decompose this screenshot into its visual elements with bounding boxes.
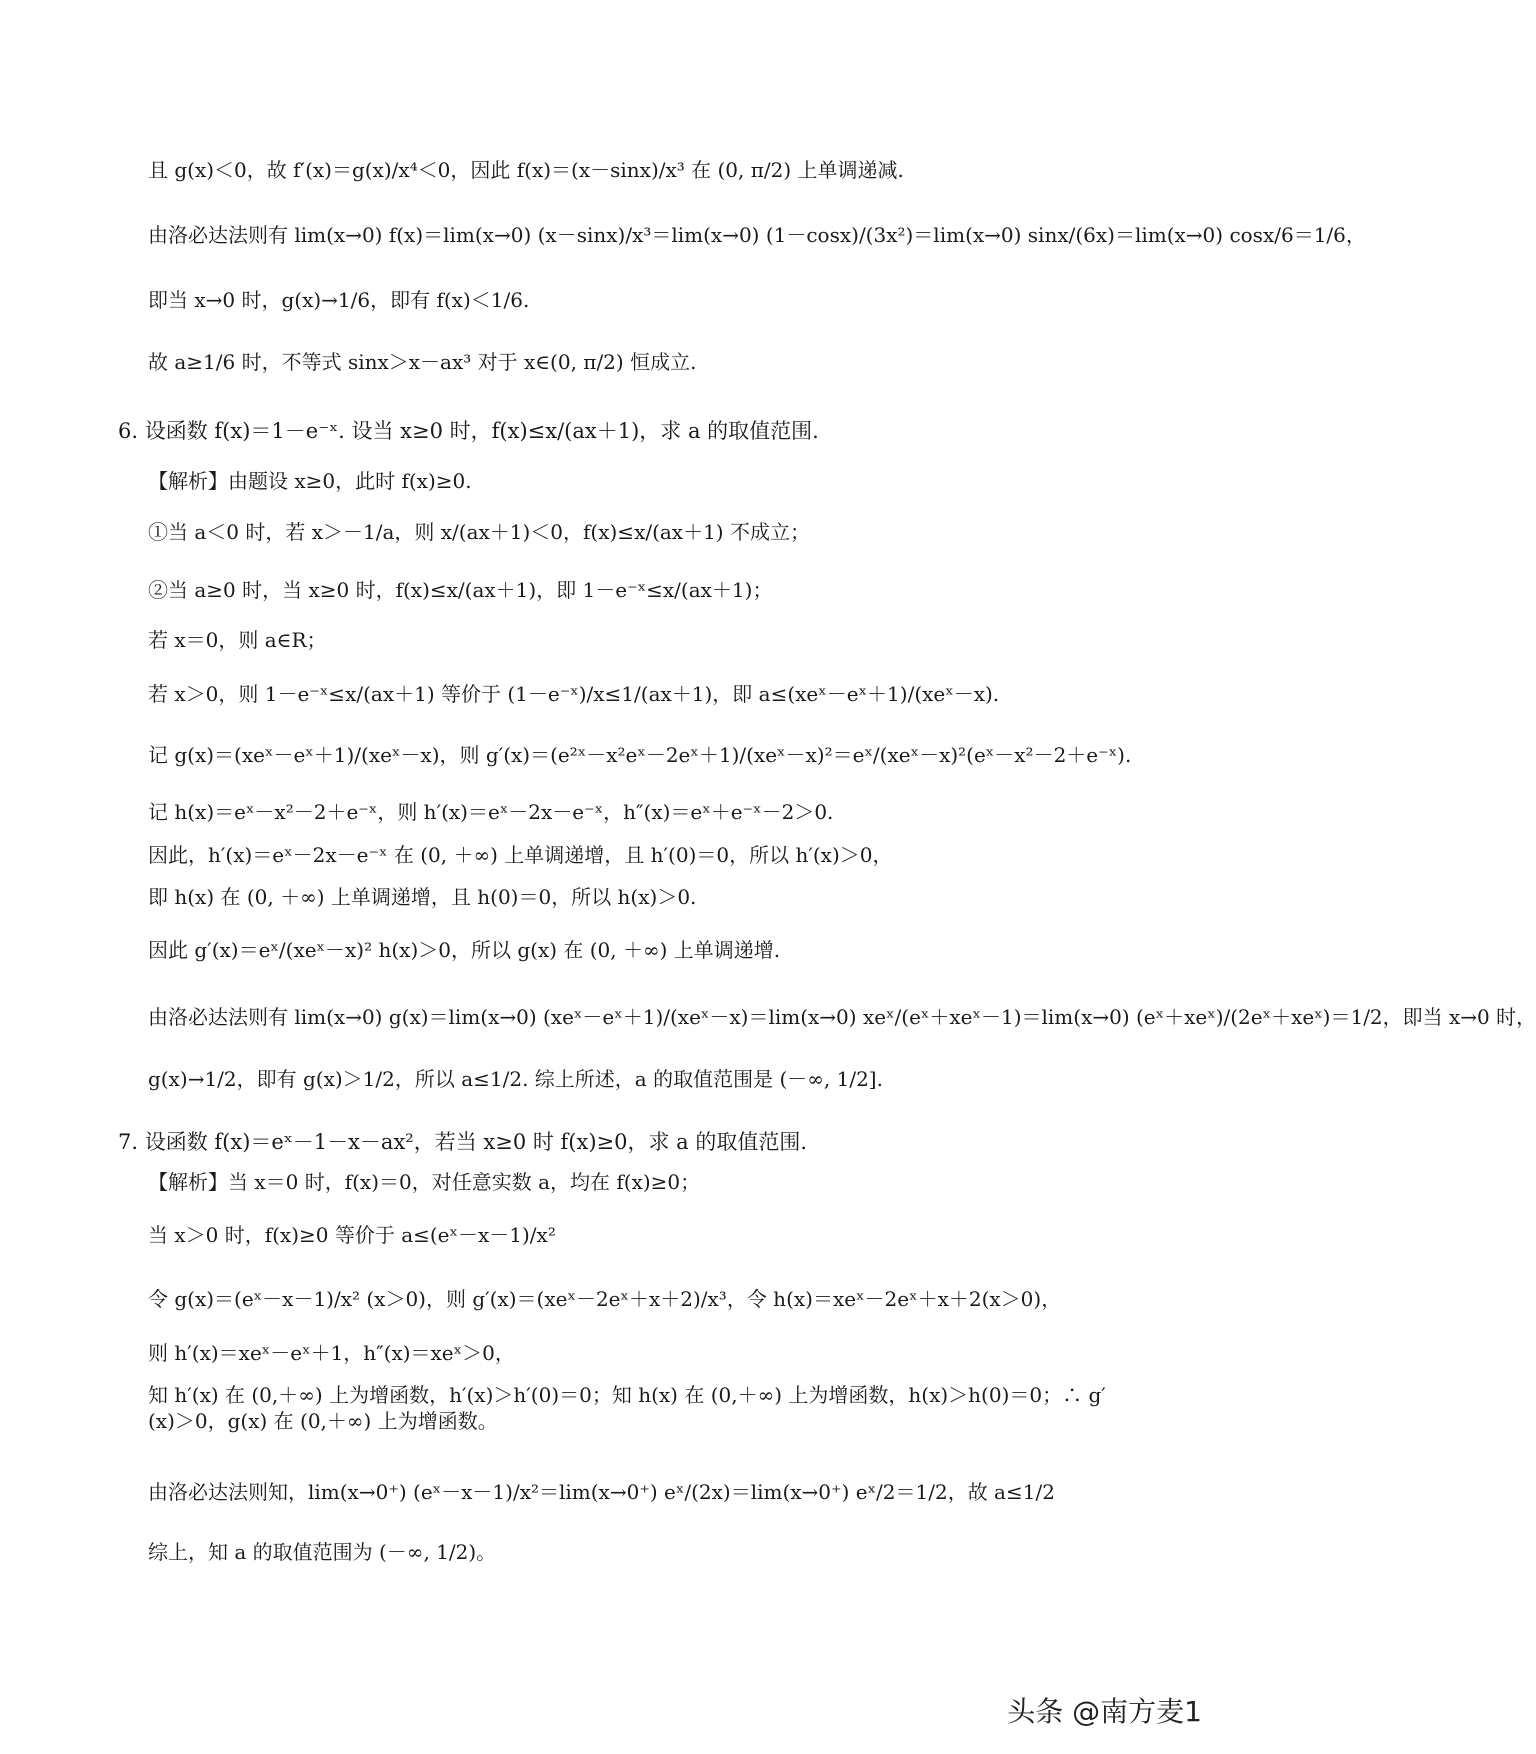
solution-line: ①当 a＜0 时，若 x＞－1/a，则 x/(ax＋1)＜0，f(x)≤x/(ax＋1) 不成立； — [148, 520, 810, 544]
problem-statement: 6. 设函数 f(x)＝1－e⁻ˣ. 设当 x≥0 时，f(x)≤x/(ax＋1)，求 a 的取值范围. — [118, 419, 819, 443]
solution-line: 知 h′(x) 在 (0,＋∞) 上为增函数，h′(x)＞h′(0)＝0；知 h(x) 在 (0,＋∞) 上为增函数，h(x)＞h(0)＝0；∴ g′(x)＞0，g(x) 在 (0,＋∞) 上为增函数。 — [148, 1383, 1106, 1433]
solution-line: 若 x＞0，则 1－e⁻ˣ≤x/(ax＋1) 等价于 (1－e⁻ˣ)/x≤1/(ax＋1)，即 a≤(xeˣ－eˣ＋1)/(xeˣ－x). — [148, 682, 1000, 706]
solution-line: 记 h(x)＝eˣ－x²－2＋e⁻ˣ，则 h′(x)＝eˣ－2x－e⁻ˣ，h″(x)＝eˣ＋e⁻ˣ－2＞0. — [148, 800, 834, 824]
solution-line: 令 g(x)＝(eˣ－x－1)/x² (x＞0)，则 g′(x)＝(xeˣ－2eˣ＋x＋2)/x³，令 h(x)＝xeˣ－2eˣ＋x＋2(x＞0)， — [148, 1287, 1062, 1311]
solution-line: 记 g(x)＝(xeˣ－eˣ＋1)/(xeˣ－x)，则 g′(x)＝(e²ˣ－x²eˣ－2eˣ＋1)/(xeˣ－x)²＝eˣ/(xeˣ－x)²(eˣ－x²－2＋e⁻ˣ). — [148, 743, 1132, 767]
solution-line: 若 x＝0，则 a∈R； — [148, 628, 327, 652]
problem-statement: 7. 设函数 f(x)＝eˣ－1－x－ax²，若当 x≥0 时 f(x)≥0，求 a 的取值范围. — [118, 1130, 808, 1154]
watermark: 头条 @南方麦1 — [1007, 1695, 1202, 1728]
solution-line: 当 x＞0 时，f(x)≥0 等价于 a≤(eˣ－x－1)/x² — [148, 1223, 556, 1247]
solution-line: 综上，知 a 的取值范围为 (－∞, 1/2)。 — [148, 1540, 497, 1564]
solution-line: 则 h′(x)＝xeˣ－eˣ＋1，h″(x)＝xeˣ＞0， — [148, 1341, 515, 1365]
solution-line: 由洛必达法则有 lim(x→0) g(x)＝lim(x→0) (xeˣ－eˣ＋1)/(xeˣ－x)＝lim(x→0) xeˣ/(eˣ＋xeˣ－1)＝lim(x→0) (eˣ＋xeˣ)/(2eˣ＋xeˣ)＝1/2，即当 x→0 时， — [148, 1005, 1536, 1029]
solution-line: 由洛必达法则知，lim(x→0⁺) (eˣ－x－1)/x²＝lim(x→0⁺) eˣ/(2x)＝lim(x→0⁺) eˣ/2＝1/2，故 a≤1/2 — [148, 1480, 1055, 1504]
solution-line: 由洛必达法则有 lim(x→0) f(x)＝lim(x→0) (x－sinx)/x³＝lim(x→0) (1－cosx)/(3x²)＝lim(x→0) sinx/(6x)＝lim(x→0) cosx/6＝1/6， — [148, 223, 1366, 247]
solution-line: 【解析】由题设 x≥0，此时 f(x)≥0. — [148, 469, 472, 493]
solution-line: 因此，h′(x)＝eˣ－2x－e⁻ˣ 在 (0, ＋∞) 上单调递增，且 h′(0)＝0，所以 h′(x)＞0， — [148, 843, 893, 867]
solution-line: 且 g(x)＜0，故 f′(x)＝g(x)/x⁴＜0，因此 f(x)＝(x－sinx)/x³ 在 (0, π/2) 上单调递减. — [148, 158, 904, 182]
solution-line: 故 a≥1/6 时，不等式 sinx＞x－ax³ 对于 x∈(0, π/2) 恒成立. — [148, 350, 697, 374]
solution-line: 即 h(x) 在 (0, ＋∞) 上单调递增，且 h(0)＝0，所以 h(x)＞0. — [148, 885, 697, 909]
solution-line: g(x)→1/2，即有 g(x)＞1/2，所以 a≤1/2. 综上所述，a 的取值范围是 (－∞, 1/2]. — [148, 1067, 883, 1091]
solution-line: 即当 x→0 时，g(x)→1/6，即有 f(x)＜1/6. — [148, 288, 530, 312]
solution-line: 【解析】当 x＝0 时，f(x)＝0，对任意实数 a，均在 f(x)≥0； — [148, 1170, 701, 1194]
solution-line: 因此 g′(x)＝eˣ/(xeˣ－x)² h(x)＞0，所以 g(x) 在 (0, ＋∞) 上单调递增. — [148, 938, 781, 962]
solution-line: ②当 a≥0 时，当 x≥0 时，f(x)≤x/(ax＋1)，即 1－e⁻ˣ≤x/(ax＋1)； — [148, 578, 773, 602]
